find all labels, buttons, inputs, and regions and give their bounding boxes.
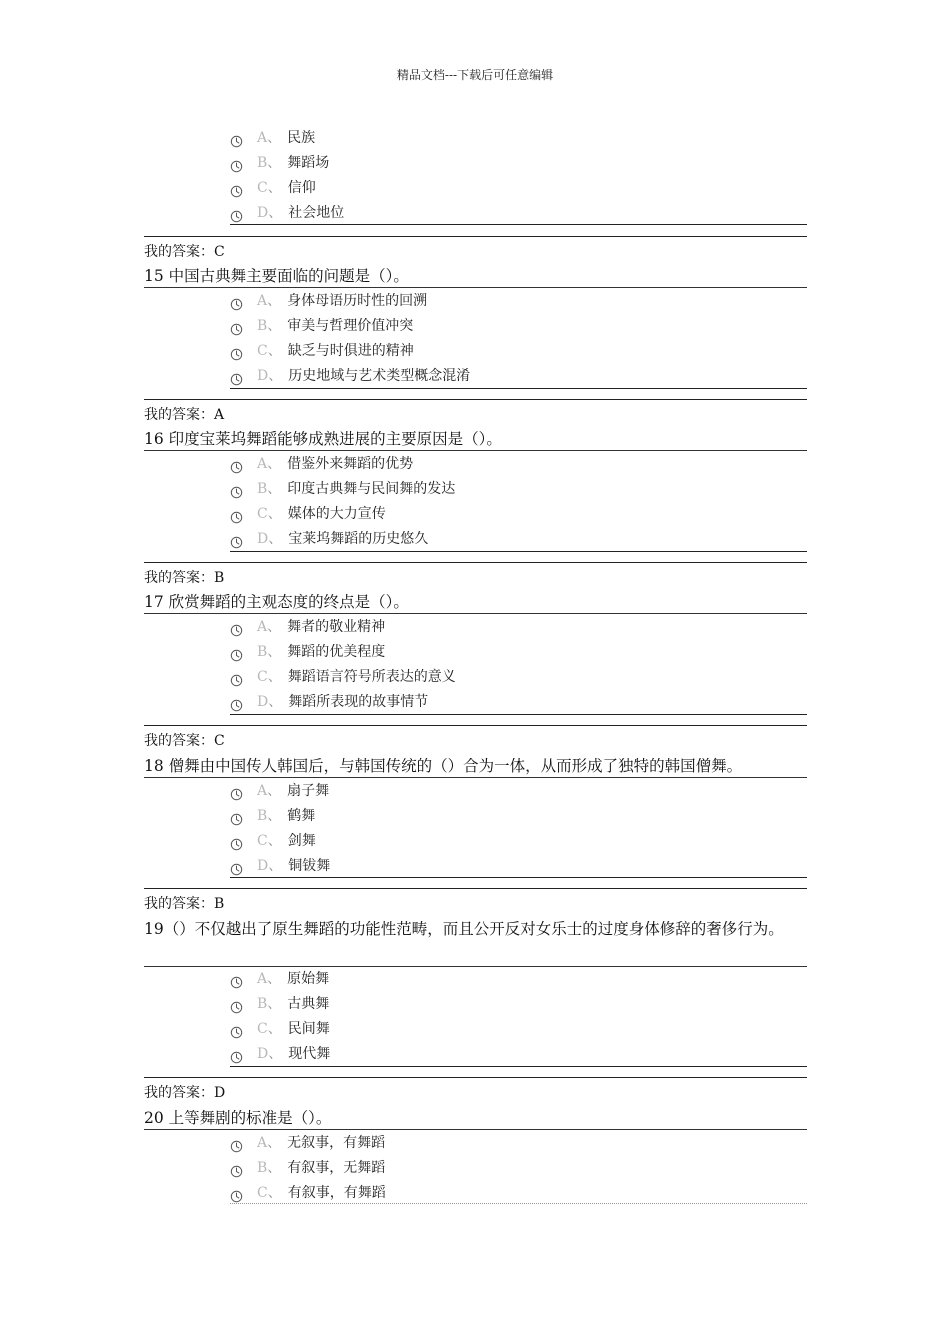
option-item[interactable] (230, 339, 470, 364)
option-letter: C (257, 669, 268, 685)
option-item[interactable] (230, 690, 456, 715)
option-text: 舞者的敬业精神 (287, 619, 386, 635)
option-letter: C (257, 1185, 268, 1201)
option-separator: 、 (267, 130, 282, 146)
option-text: 铜钹舞 (288, 858, 331, 874)
option-text: 社会地位 (288, 205, 345, 221)
radio-button-icon[interactable] (230, 345, 243, 358)
option-item[interactable] (230, 502, 455, 527)
option-separator: 、 (267, 343, 282, 359)
option-separator: 、 (267, 293, 282, 309)
radio-button-icon[interactable] (230, 533, 243, 546)
option-item[interactable] (230, 1042, 330, 1067)
radio-button-icon[interactable] (230, 1187, 243, 1200)
option-letter: A (257, 619, 268, 635)
option-separator: 、 (267, 669, 282, 685)
radio-button-icon[interactable] (230, 810, 243, 823)
option-item[interactable] (230, 640, 456, 665)
option-separator: 、 (267, 1021, 282, 1037)
my-answer: 我的答案：A (144, 407, 225, 423)
option-text: 古典舞 (287, 996, 330, 1012)
option-letter: D (257, 531, 269, 547)
option-text: 宝莱坞舞蹈的历史悠久 (288, 531, 429, 547)
option-text: 舞蹈场 (287, 155, 330, 171)
divider (144, 236, 807, 237)
radio-button-icon[interactable] (230, 508, 243, 521)
radio-button-icon[interactable] (230, 973, 243, 986)
option-letter: A (257, 1135, 268, 1151)
option-item[interactable] (230, 665, 456, 690)
my-answer: 我的答案：B (144, 896, 225, 912)
option-letter: C (257, 343, 268, 359)
option-separator: 、 (267, 783, 282, 799)
radio-button-icon[interactable] (230, 785, 243, 798)
option-letter: A (257, 971, 268, 987)
option-list (230, 615, 456, 715)
option-item[interactable] (230, 477, 455, 502)
option-separator: 、 (267, 619, 282, 635)
option-item[interactable] (230, 992, 330, 1017)
option-text: 缺乏与时俱进的精神 (287, 343, 414, 359)
option-separator: 、 (267, 481, 282, 497)
option-separator: 、 (268, 368, 283, 384)
option-separator: 、 (268, 858, 283, 874)
option-item[interactable] (230, 804, 330, 829)
radio-button-icon[interactable] (230, 483, 243, 496)
option-list (230, 289, 470, 389)
option-letter: B (257, 481, 268, 497)
option-separator: 、 (267, 833, 282, 849)
option-text: 舞蹈的优美程度 (287, 644, 386, 660)
radio-button-icon[interactable] (230, 182, 243, 195)
option-item[interactable] (230, 1131, 386, 1156)
option-separator: 、 (268, 205, 283, 221)
option-text: 有叙事，有舞蹈 (287, 1185, 386, 1201)
option-letter: D (257, 368, 269, 384)
my-answer: 我的答案：D (144, 1085, 226, 1101)
my-answer: 我的答案：C (144, 244, 225, 260)
question-text: 16 印度宝莱坞舞蹈能够成熟进展的主要原因是（）。 (144, 430, 502, 448)
option-letter: C (257, 1021, 268, 1037)
option-text: 信仰 (287, 180, 316, 196)
option-text: 有叙事，无舞蹈 (287, 1160, 386, 1176)
option-separator: 、 (268, 1046, 283, 1062)
option-letter: C (257, 506, 268, 522)
divider (144, 888, 807, 889)
divider (230, 714, 807, 715)
option-list (230, 967, 330, 1067)
option-letter: A (257, 130, 268, 146)
divider (230, 224, 807, 225)
option-text: 舞蹈所表现的故事情节 (288, 694, 429, 710)
radio-button-icon[interactable] (230, 458, 243, 471)
option-item[interactable] (230, 615, 456, 640)
page-header: 精品文档---下载后可任意编辑 (396, 68, 554, 82)
option-text: 印度古典舞与民间舞的发达 (287, 481, 456, 497)
divider (230, 551, 807, 552)
option-list (230, 452, 455, 552)
option-item[interactable] (230, 527, 455, 552)
option-item[interactable] (230, 967, 330, 992)
option-text: 民间舞 (287, 1021, 330, 1037)
option-letter: B (257, 318, 268, 334)
option-separator: 、 (267, 971, 282, 987)
option-letter: C (257, 180, 268, 196)
option-text: 媒体的大力宣传 (287, 506, 386, 522)
question-text: 17 欣赏舞蹈的主观态度的终点是（）。 (144, 593, 409, 611)
divider (144, 450, 807, 451)
option-separator: 、 (267, 318, 282, 334)
option-item[interactable] (230, 779, 330, 804)
radio-button-icon[interactable] (230, 1048, 243, 1061)
divider (230, 1066, 807, 1067)
option-separator: 、 (267, 644, 282, 660)
divider (144, 777, 807, 778)
radio-button-icon[interactable] (230, 320, 243, 333)
option-item[interactable] (230, 364, 470, 389)
radio-button-icon[interactable] (230, 1162, 243, 1175)
option-letter: B (257, 155, 268, 171)
divider (144, 725, 807, 726)
option-list (230, 1131, 386, 1206)
question-text: 18 僧舞由中国传人韩国后，与韩国传统的（）合为一体，从而形成了独特的韩国僧舞。 (144, 757, 743, 775)
option-letter: A (257, 456, 268, 472)
radio-button-icon[interactable] (230, 696, 243, 709)
option-separator: 、 (267, 1185, 282, 1201)
option-text: 扇子舞 (287, 783, 330, 799)
radio-button-icon[interactable] (230, 671, 243, 684)
option-separator: 、 (267, 996, 282, 1012)
option-text: 现代舞 (288, 1046, 331, 1062)
option-separator: 、 (267, 808, 282, 824)
divider (144, 562, 807, 563)
option-item[interactable] (230, 314, 470, 339)
option-letter: B (257, 644, 268, 660)
option-list (230, 779, 330, 879)
option-separator: 、 (267, 1160, 282, 1176)
radio-button-icon[interactable] (230, 835, 243, 848)
question-text: 19（）不仅越出了原生舞蹈的功能性范畴，而且公开反对女乐士的过度身体修辞的奢侈行为。 (144, 920, 784, 938)
option-item[interactable] (230, 1017, 330, 1042)
radio-button-icon[interactable] (230, 860, 243, 873)
option-text: 无叙事，有舞蹈 (287, 1135, 386, 1151)
divider (144, 613, 807, 614)
option-letter: D (257, 205, 269, 221)
radio-button-icon[interactable] (230, 132, 243, 145)
option-letter: B (257, 1160, 268, 1176)
option-text: 审美与哲理价值冲突 (287, 318, 414, 334)
option-item[interactable] (230, 854, 330, 879)
radio-button-icon[interactable] (230, 1023, 243, 1036)
radio-button-icon[interactable] (230, 998, 243, 1011)
option-letter: A (257, 783, 268, 799)
radio-button-icon[interactable] (230, 370, 243, 383)
radio-button-icon[interactable] (230, 621, 243, 634)
option-item[interactable] (230, 829, 330, 854)
question-text: 15 中国古典舞主要面临的问题是（）。 (144, 267, 409, 285)
divider (144, 287, 807, 288)
question-text: 20 上等舞剧的标准是（）。 (144, 1109, 332, 1127)
option-letter: D (257, 694, 269, 710)
my-answer: 我的答案：C (144, 733, 225, 749)
option-item[interactable] (230, 452, 455, 477)
divider (144, 1129, 807, 1130)
option-letter: B (257, 996, 268, 1012)
my-answer: 我的答案：B (144, 570, 225, 586)
option-item[interactable] (230, 176, 344, 201)
option-separator: 、 (267, 180, 282, 196)
option-text: 舞蹈语言符号所表达的意义 (287, 669, 456, 685)
radio-button-icon[interactable] (230, 207, 243, 220)
radio-button-icon[interactable] (230, 646, 243, 659)
option-separator: 、 (267, 506, 282, 522)
option-letter: B (257, 808, 268, 824)
divider (144, 399, 807, 400)
option-item[interactable] (230, 151, 344, 176)
option-letter: C (257, 833, 268, 849)
radio-button-icon[interactable] (230, 1137, 243, 1150)
divider (144, 1077, 807, 1078)
radio-button-icon[interactable] (230, 157, 243, 170)
divider (230, 388, 807, 389)
option-item[interactable] (230, 1156, 386, 1181)
option-separator: 、 (267, 456, 282, 472)
divider (230, 1203, 807, 1204)
option-separator: 、 (267, 1135, 282, 1151)
option-letter: D (257, 1046, 269, 1062)
option-item[interactable] (230, 201, 344, 226)
option-letter: A (257, 293, 268, 309)
option-separator: 、 (267, 155, 282, 171)
divider (230, 877, 807, 878)
option-text: 原始舞 (287, 971, 330, 987)
option-text: 民族 (287, 130, 316, 146)
option-text: 身体母语历时性的回溯 (287, 293, 428, 309)
radio-button-icon[interactable] (230, 295, 243, 308)
option-text: 剑舞 (287, 833, 316, 849)
option-text: 鹤舞 (287, 808, 316, 824)
option-text: 历史地域与艺术类型概念混淆 (288, 368, 471, 384)
option-list (230, 126, 344, 226)
option-item[interactable] (230, 126, 344, 151)
option-separator: 、 (268, 694, 283, 710)
option-separator: 、 (268, 531, 283, 547)
option-item[interactable] (230, 289, 470, 314)
option-letter: D (257, 858, 269, 874)
option-text: 借鉴外来舞蹈的优势 (287, 456, 414, 472)
